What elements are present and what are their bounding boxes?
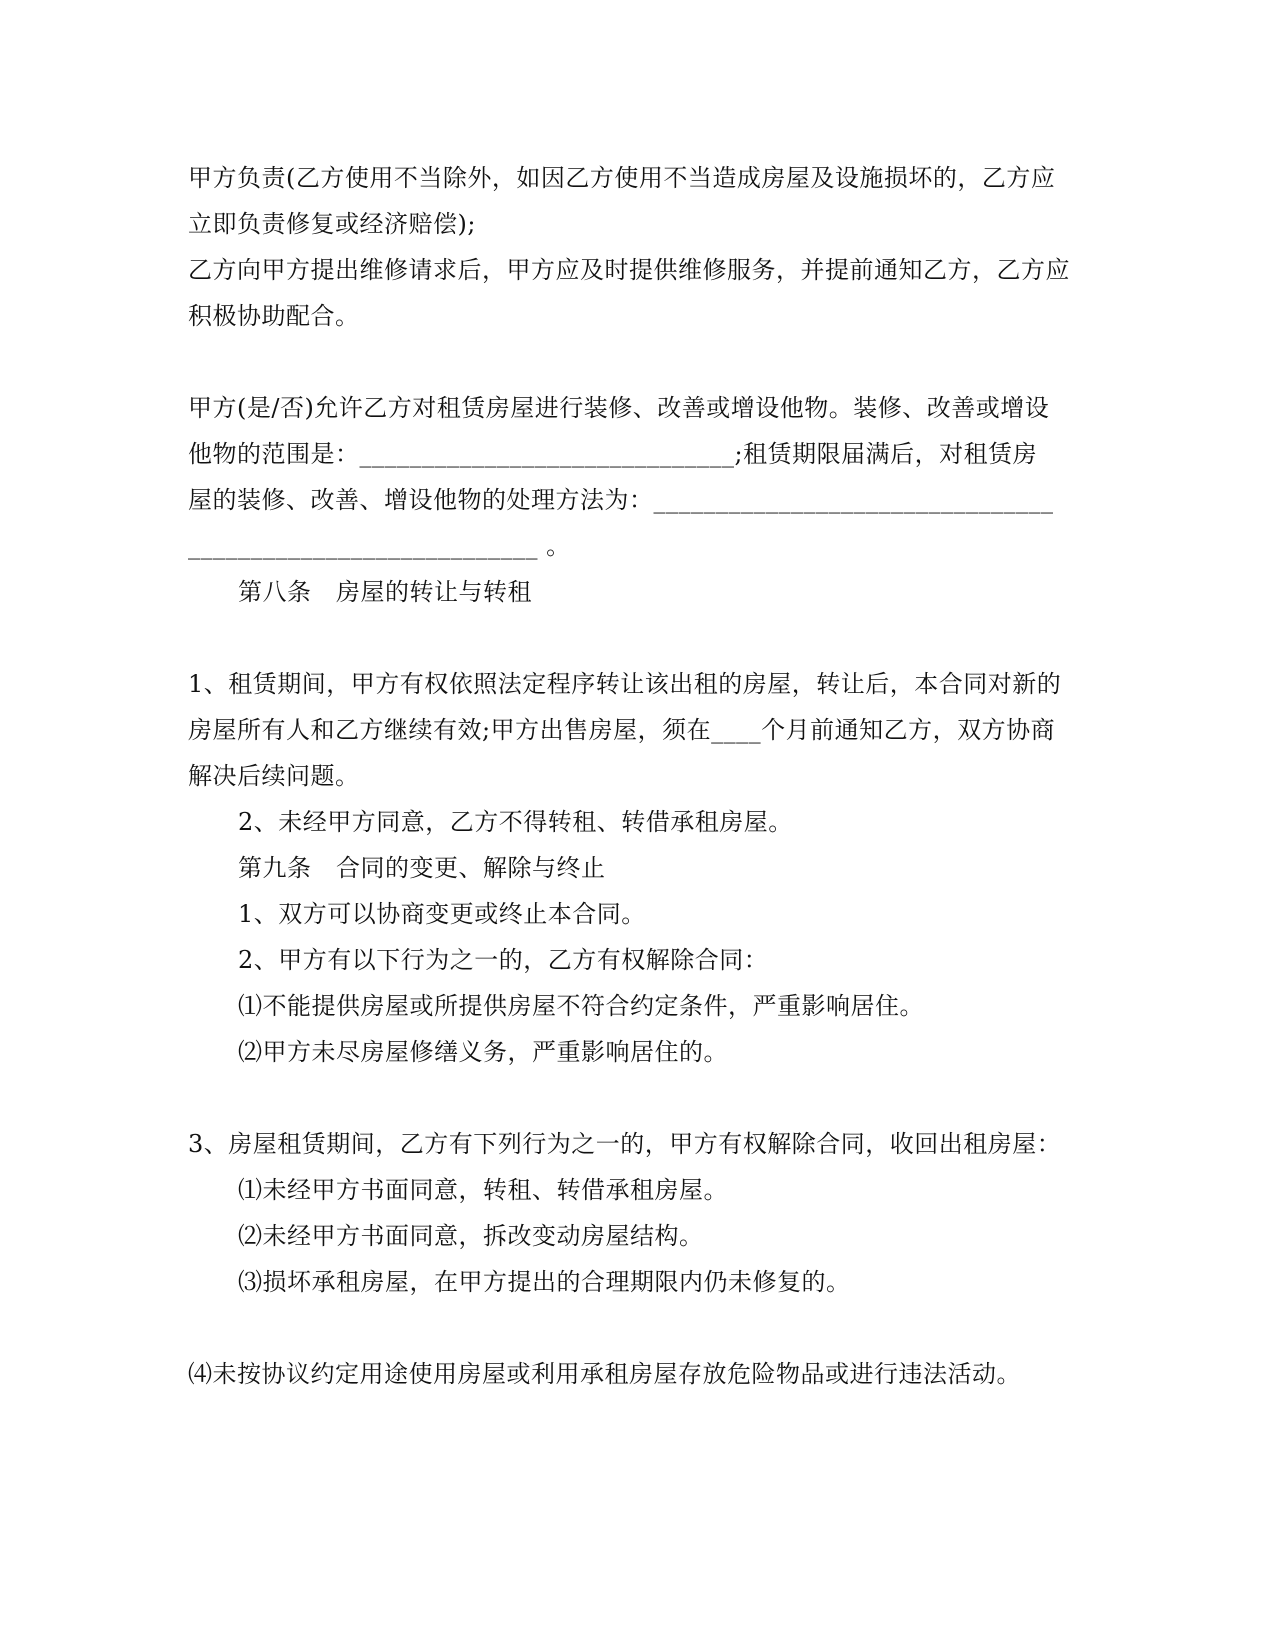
text-line: 积极协助配合。 — [188, 302, 360, 330]
text-line: 1、双方可以协商变更或终止本合同。 — [238, 900, 646, 928]
text-line: 甲方(是/否)允许乙方对租赁房屋进行装修、改善或增设他物。装修、改善或增设 — [188, 394, 1050, 422]
text-line: ⑴不能提供房屋或所提供房屋不符合约定条件，严重影响居住。 — [238, 992, 924, 1020]
text-line: 他物的范围是：______________________________;租赁期限届满后，对租赁房 — [188, 440, 1038, 468]
text-line: 屋的装修、改善、增设他物的处理方法为：________________________________ — [188, 486, 1054, 514]
text-line: 乙方向甲方提出维修请求后，甲方应及时提供维修服务，并提前通知乙方，乙方应 — [188, 256, 1070, 284]
text-line: 1、租赁期间，甲方有权依照法定程序转让该出租的房屋，转让后，本合同对新的 — [188, 670, 1062, 698]
section-heading: 第九条 合同的变更、解除与终止 — [238, 854, 606, 882]
text-line: 2、甲方有以下行为之一的，乙方有权解除合同： — [238, 946, 769, 974]
text-line: 解决后续问题。 — [188, 762, 360, 790]
text-line: 2、未经甲方同意，乙方不得转租、转借承租房屋。 — [238, 808, 793, 836]
text-line: 房屋所有人和乙方继续有效;甲方出售房屋，须在____个月前通知乙方，双方协商 — [188, 716, 1056, 744]
text-line: ⑵未经甲方书面同意，拆改变动房屋结构。 — [238, 1222, 704, 1250]
section-heading: 第八条 房屋的转让与转租 — [238, 578, 532, 606]
text-line: ⑵甲方未尽房屋修缮义务，严重影响居住的。 — [238, 1038, 728, 1066]
text-line: ____________________________ 。 — [188, 532, 571, 560]
text-line: ⑶损坏承租房屋，在甲方提出的合理期限内仍未修复的。 — [238, 1268, 851, 1296]
text-line: 3、房屋租赁期间，乙方有下列行为之一的，甲方有权解除合同，收回出租房屋： — [188, 1130, 1062, 1158]
text-line: 立即负责修复或经济赔偿); — [188, 210, 476, 238]
text-line: ⑷未按协议约定用途使用房屋或利用承租房屋存放危险物品或进行违法活动。 — [188, 1360, 1021, 1388]
text-line: 甲方负责(乙方使用不当除外，如因乙方使用不当造成房屋及设施损坏的，乙方应 — [188, 164, 1056, 192]
text-line: ⑴未经甲方书面同意，转租、转借承租房屋。 — [238, 1176, 728, 1204]
